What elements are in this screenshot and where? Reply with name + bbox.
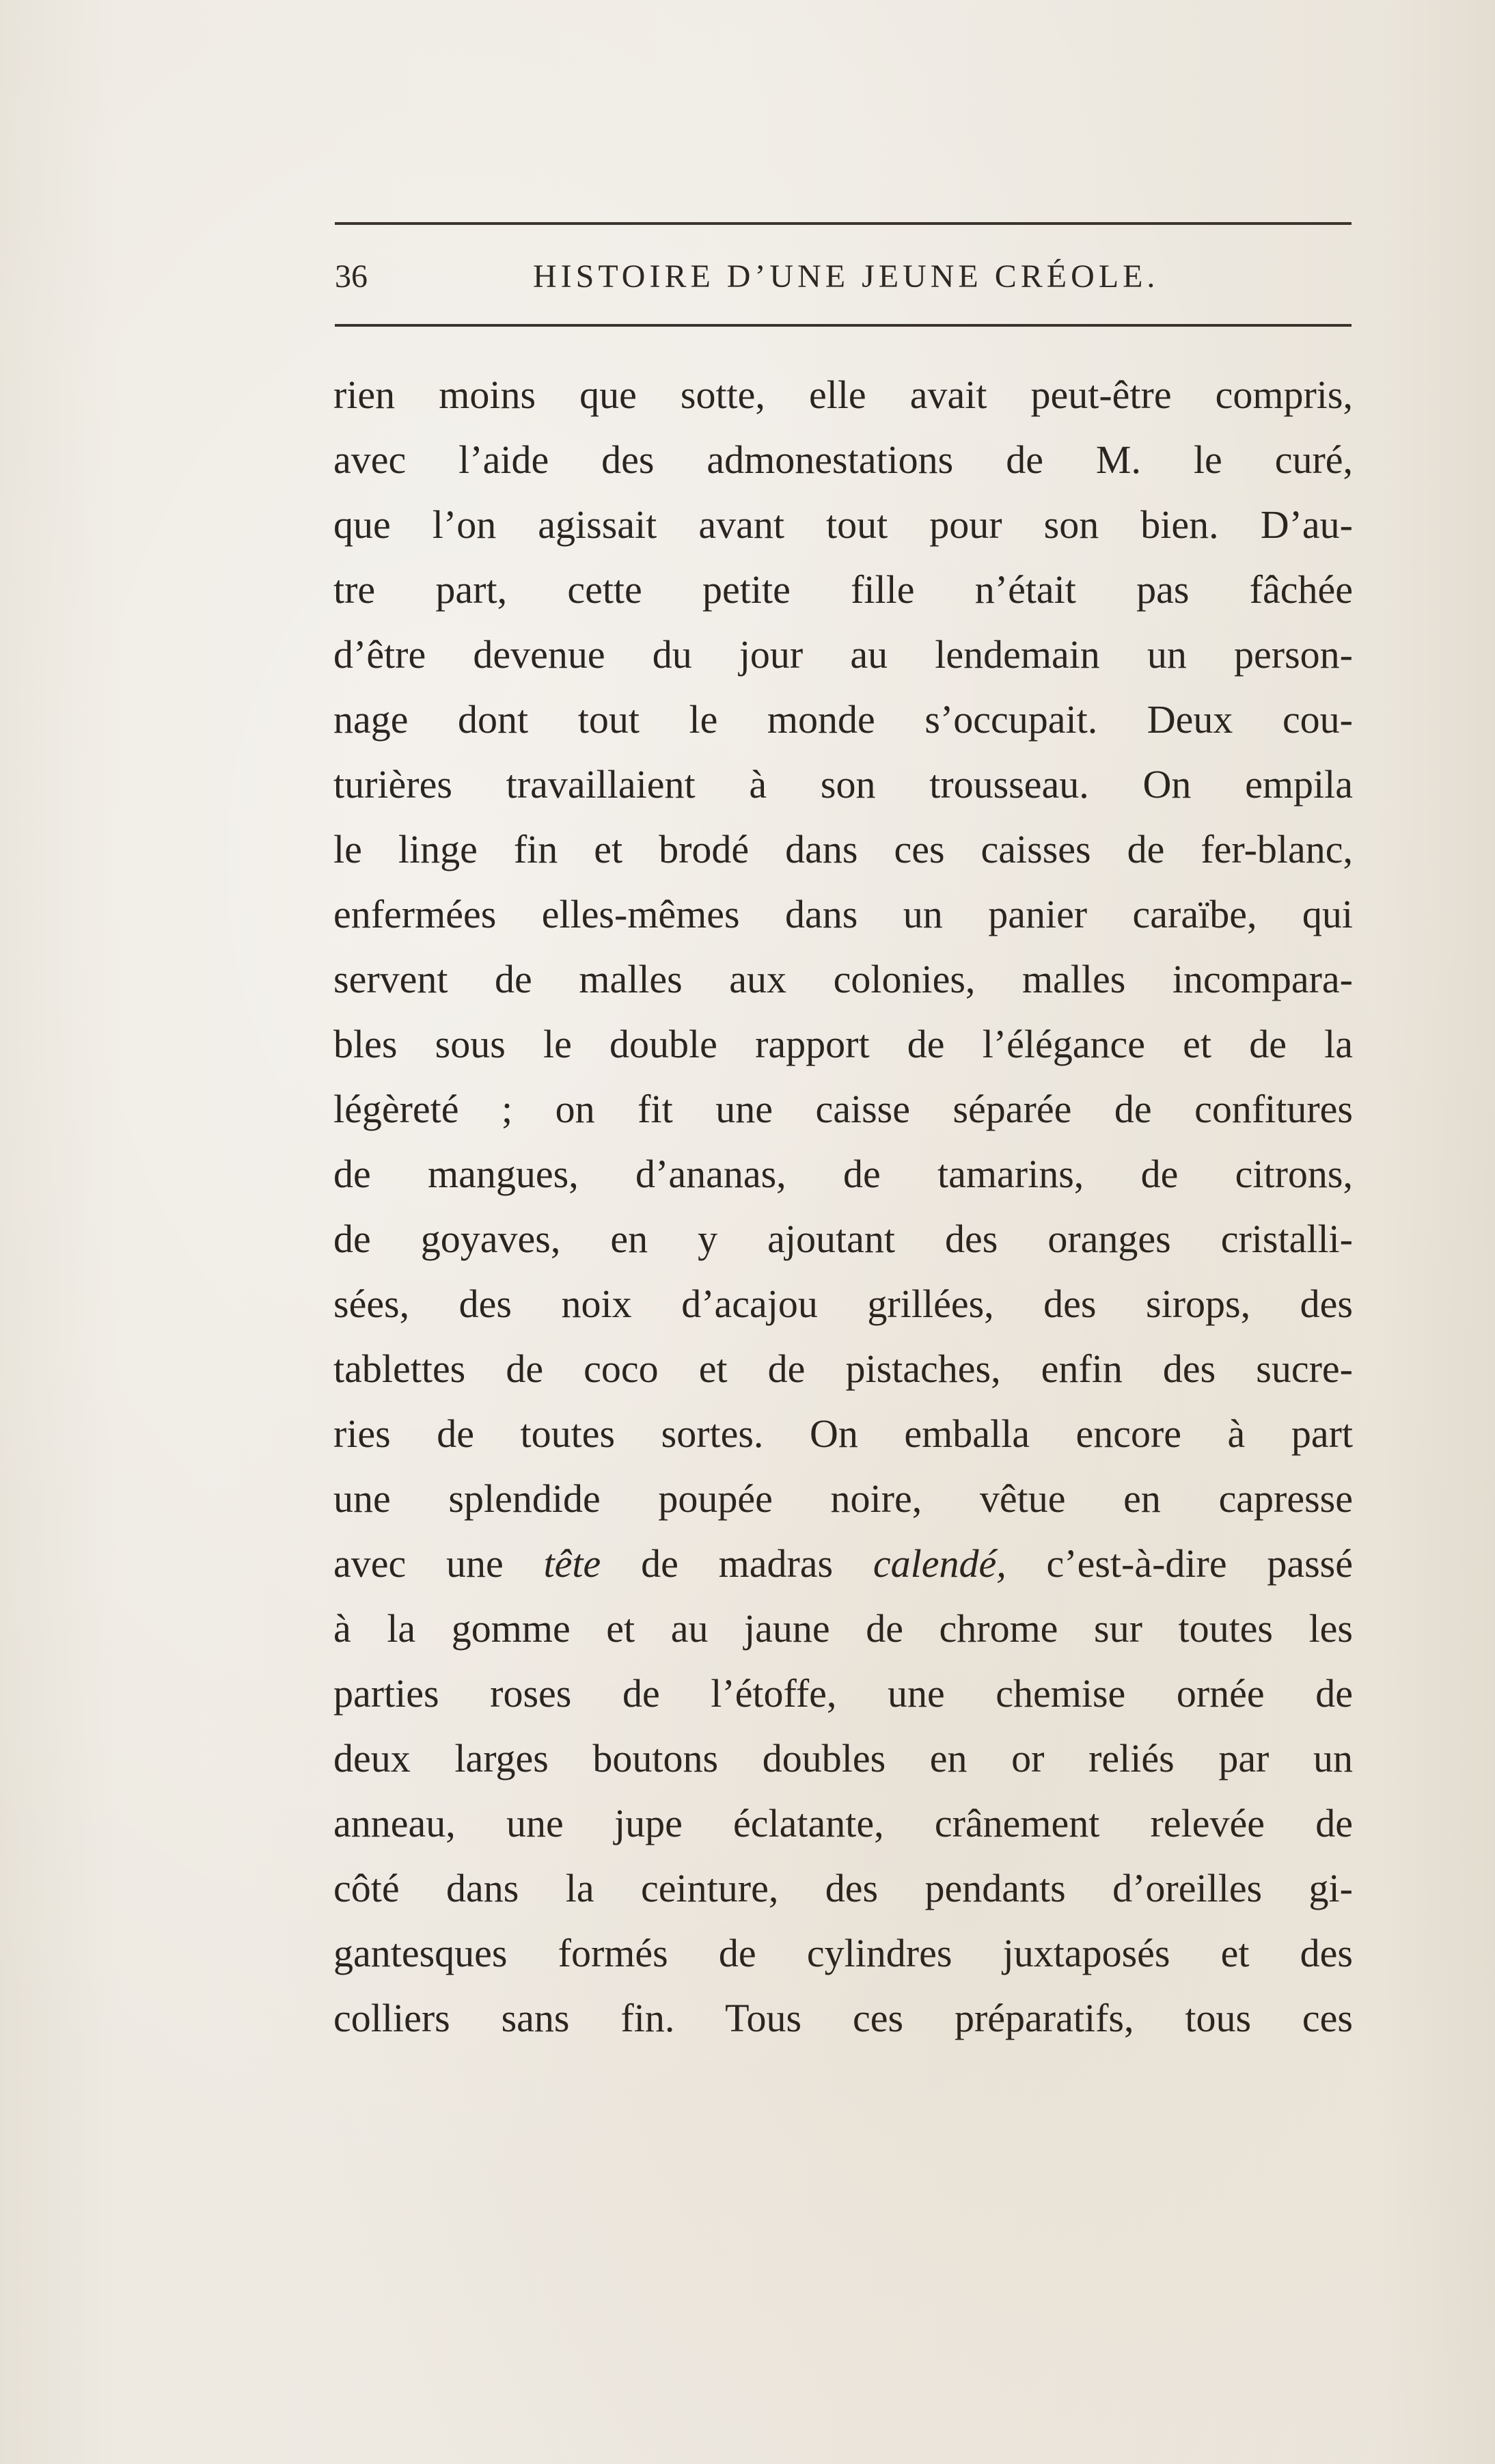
text-line: rien moins que sotte, elle avait peut-être compris, <box>333 373 1353 417</box>
text-line: colliers sans fin. Tous ces préparatifs, tous ces <box>333 1996 1353 2040</box>
text-line: d’être devenue du jour au lendemain un person- <box>333 632 1353 677</box>
text-line: à la gomme et au jaune de chrome sur toutes les <box>333 1606 1353 1651</box>
text-line: de mangues, d’ananas, de tamarins, de citrons, <box>333 1152 1353 1196</box>
body-text <box>333 362 1353 2050</box>
italic-word: tête <box>543 1541 601 1586</box>
text-line: une splendide poupée noire, vêtue en capresse <box>333 1476 1353 1521</box>
text-run: c’est-à-dire passé <box>1006 1541 1353 1586</box>
text-line: servent de malles aux colonies, malles incompara- <box>333 957 1353 1001</box>
text-line: légèreté ; on fit une caisse séparée de confitures <box>333 1087 1353 1131</box>
text-line: de goyaves, en y ajoutant des oranges cristalli- <box>333 1217 1353 1261</box>
text-line: bles sous le double rapport de l’élégance et de la <box>333 1022 1353 1066</box>
text-line: côté dans la ceinture, des pendants d’oreilles gi- <box>333 1866 1353 1910</box>
text-run: de madras <box>601 1541 873 1586</box>
running-header <box>335 249 1352 304</box>
text-line: sées, des noix d’acajou grillées, des sirops, des <box>333 1282 1353 1326</box>
text-line: gantesques formés de cylindres juxtaposés et des <box>333 1931 1353 1975</box>
page-number: 36 <box>335 258 368 295</box>
text-line: tablettes de coco et de pistaches, enfin des sucre- <box>333 1346 1353 1391</box>
text-line: que l’on agissait avant tout pour son bien. D’au- <box>333 502 1353 547</box>
text-line: deux larges boutons doubles en or reliés par un <box>333 1736 1353 1781</box>
text-line: turières travaillaient à son trousseau. On empila <box>333 762 1353 807</box>
running-title: HISTOIRE D’UNE JEUNE CRÉOLE. <box>533 258 1160 295</box>
italic-word: calendé, <box>873 1541 1006 1586</box>
text-line: ries de toutes sortes. On emballa encore à part <box>333 1411 1353 1456</box>
text-line: enfermées elles-mêmes dans un panier caraïbe, qui <box>333 892 1353 936</box>
text-run: avec une <box>333 1541 544 1586</box>
text-line: tre part, cette petite fille n’était pas fâchée <box>333 567 1353 612</box>
text-line: parties roses de l’étoffe, une chemise ornée de <box>333 1671 1353 1716</box>
text-line: avec l’aide des admonestations de M. le curé, <box>333 437 1353 482</box>
header-rule-bottom <box>335 324 1352 327</box>
text-line-with-italics <box>333 1531 1353 1596</box>
text-line: le linge fin et brodé dans ces caisses de fer-blanc, <box>333 827 1353 871</box>
text-line: nage dont tout le monde s’occupait. Deux cou- <box>333 697 1353 742</box>
text-line: anneau, une jupe éclatante, crânement relevée de <box>333 1801 1353 1845</box>
header-rule-top <box>335 222 1352 225</box>
